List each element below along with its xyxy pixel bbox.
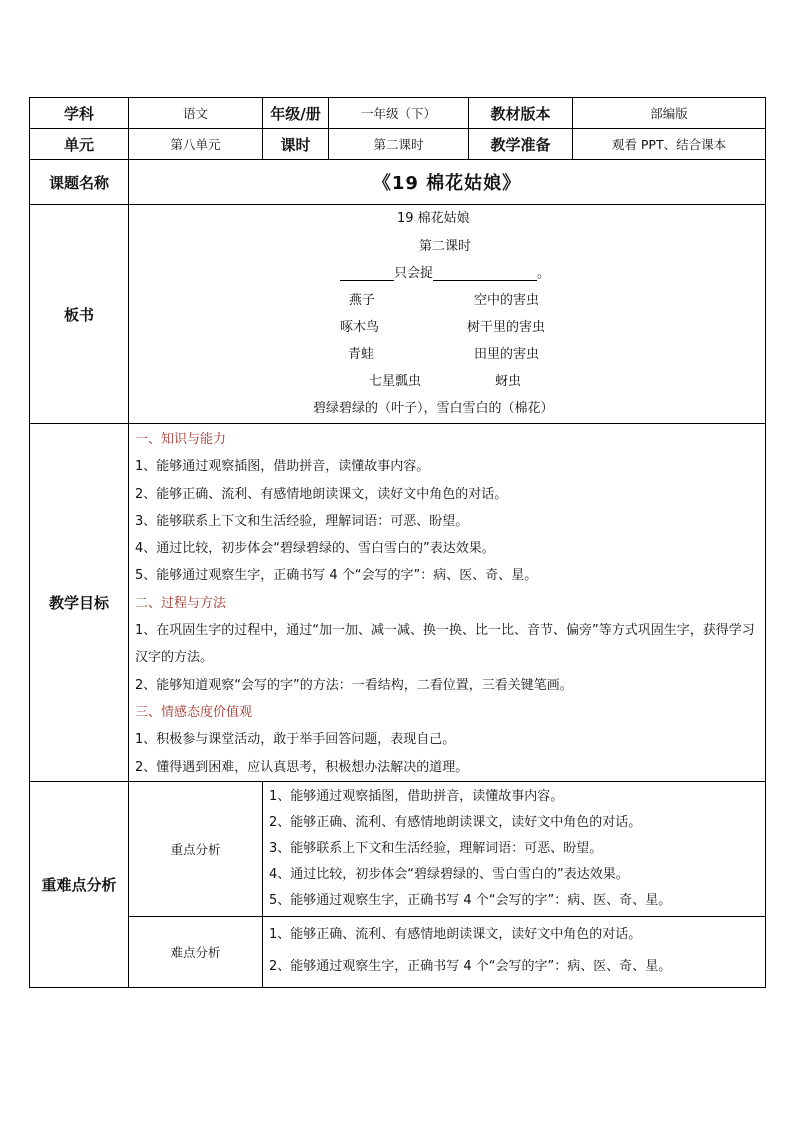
- objectives-content: [129, 424, 766, 782]
- objectives-row: [30, 424, 766, 782]
- key-point-item: 4、通过比较，初步体会“碧绿碧绿的、雪白雪白的”表达效果。: [269, 866, 629, 882]
- subject-value: 语文: [129, 98, 263, 129]
- board-pair-b: 空中的害虫: [474, 293, 540, 308]
- board-title: 19 棉花姑娘: [397, 211, 470, 226]
- board-pair-a: 七星瓢虫: [369, 374, 422, 389]
- board-pair-b: 蚜虫: [495, 374, 522, 389]
- objectives-label: 教学目标: [30, 424, 129, 782]
- topic-row: [30, 160, 766, 205]
- key-points-row: [30, 781, 766, 916]
- difficult-points-row: [30, 916, 766, 987]
- objective-item: 2、懂得遇到困难，应认真思考，积极想办法解决的道理。: [135, 759, 469, 775]
- analysis-label: 重难点分析: [30, 781, 129, 987]
- lesson-plan-sheet: [29, 97, 765, 988]
- board-content: [129, 205, 766, 424]
- key-point-item: 5、能够通过观察生字，正确书写 4 个“会写的字”：病、医、奇、星。: [269, 892, 672, 908]
- edition-value: 部编版: [573, 98, 766, 129]
- board-pair-a: 青蛙: [348, 347, 375, 362]
- objective-item: 1、在巩固生字的过程中，通过“加一加、减一减、换一换、比一比、音节、偏旁”等方式巩固生字，获得学习汉字的方法。: [135, 623, 755, 666]
- key-point-item: 3、能够联系上下文和生活经验，理解词语：可恶、盼望。: [269, 840, 603, 856]
- lesson-title: 《19 棉花姑娘》: [129, 160, 766, 205]
- objective-item: 1、能够通过观察插图，借助拼音，读懂故事内容。: [135, 459, 430, 475]
- objective-item: 3、能够联系上下文和生活经验，理解词语：可恶、盼望。: [135, 513, 469, 529]
- period-value: 第二课时: [329, 129, 469, 160]
- board-pair-a: 啄木鸟: [340, 320, 380, 335]
- board-label: 板书: [30, 205, 129, 424]
- difficult-points-content: [263, 916, 766, 987]
- board-summary: 碧绿碧绿的（叶子），雪白雪白的（棉花）: [313, 401, 554, 416]
- key-point-item: 2、能够正确、流利、有感情地朗读课文，读好文中角色的对话。: [269, 814, 642, 830]
- objective-item: 2、能够知道观察“会写的字”的方法：一看结构，二看位置，三看关键笔画。: [135, 677, 573, 693]
- key-points-label: 重点分析: [129, 781, 263, 916]
- difficult-point-item: 1、能够正确、流利、有感情地朗读课文，读好文中角色的对话。: [269, 926, 642, 942]
- header-row-1: [30, 98, 766, 129]
- grade-value: 一年级（下）: [329, 98, 469, 129]
- board-pair-b: 树干里的害虫: [467, 320, 546, 335]
- period-label: 课时: [263, 129, 329, 160]
- section-heading: 二、过程与方法: [135, 595, 227, 611]
- board-pair-a: 燕子: [349, 293, 376, 308]
- objective-item: 1、积极参与课堂活动，敢于举手回答问题，表现自己。: [135, 732, 456, 748]
- difficult-points-label: 难点分析: [129, 916, 263, 987]
- board-period: 第二课时: [419, 239, 472, 254]
- blank-line: [433, 266, 537, 281]
- objective-item: 2、能够正确、流利、有感情地朗读课文，读好文中角色的对话。: [135, 486, 508, 502]
- section-heading: 三、情感态度价值观: [135, 704, 253, 720]
- objective-item: 5、能够通过观察生字，正确书写 4 个“会写的字”：病、医、奇、星。: [135, 568, 538, 584]
- grade-label: 年级/册: [263, 98, 329, 129]
- topic-label: 课题名称: [30, 160, 129, 205]
- unit-value: 第八单元: [129, 129, 263, 160]
- header-row-2: [30, 129, 766, 160]
- board-pair-b: 田里的害虫: [474, 347, 540, 362]
- key-points-content: [263, 781, 766, 916]
- edition-label: 教材版本: [469, 98, 573, 129]
- prep-value: 观看 PPT、结合课本: [573, 129, 766, 160]
- unit-label: 单元: [30, 129, 129, 160]
- objective-item: 4、通过比较，初步体会“碧绿碧绿的、雪白雪白的”表达效果。: [135, 541, 495, 557]
- board-fill-in-line: 只会捉 。: [340, 262, 550, 281]
- blank-line: [340, 266, 394, 281]
- section-heading: 一、知识与能力: [135, 432, 227, 447]
- difficult-point-item: 2、能够通过观察生字，正确书写 4 个“会写的字”：病、医、奇、星。: [269, 958, 672, 974]
- key-point-item: 1、能够通过观察插图，借助拼音，读懂故事内容。: [269, 788, 564, 804]
- subject-label: 学科: [30, 98, 129, 129]
- board-row: [30, 205, 766, 424]
- lesson-plan-table: [29, 97, 766, 988]
- prep-label: 教学准备: [469, 129, 573, 160]
